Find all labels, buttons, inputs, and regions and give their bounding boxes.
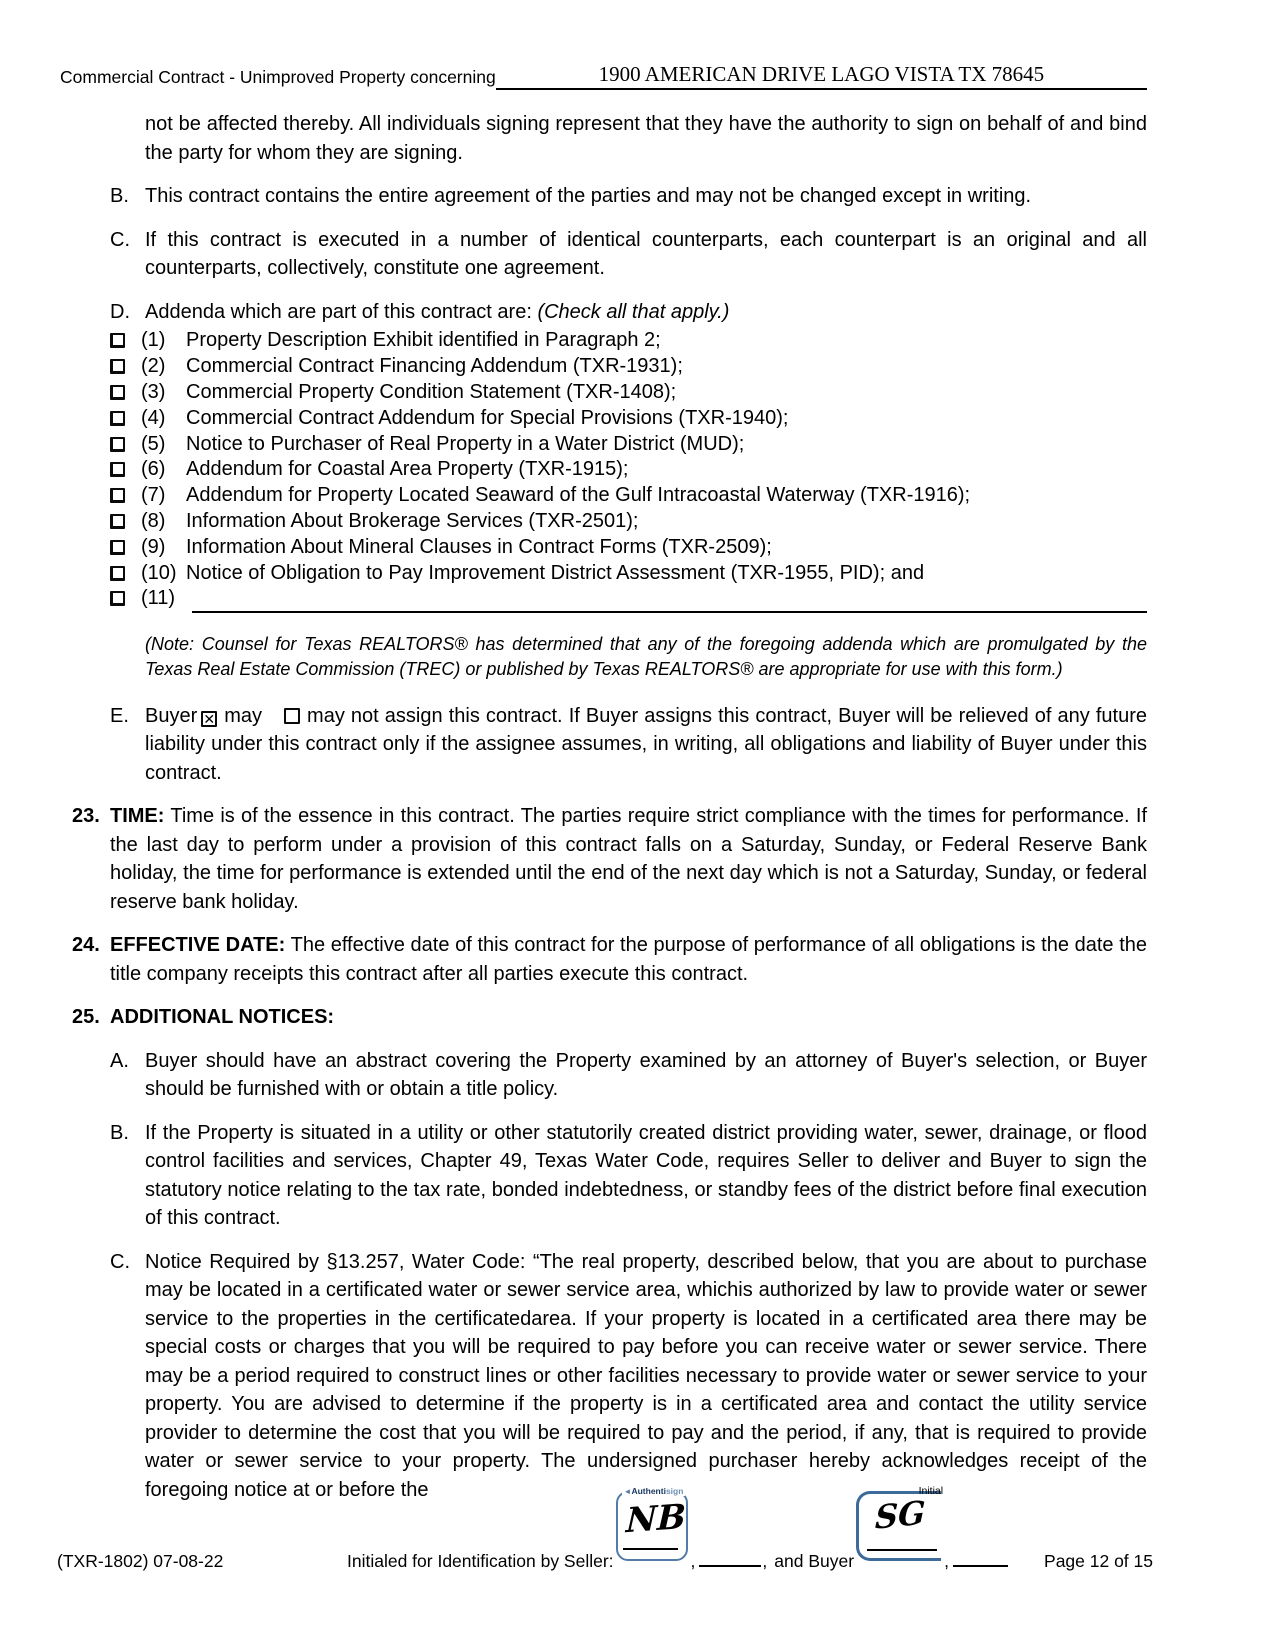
addendum-row-4 (110, 405, 1147, 431)
notice-a-text: Buyer should have an abstract covering the Property examined by an attorney of Buyer's selection, or Buyer should be furnished with or obtain a title policy. (145, 1049, 1147, 1101)
property-address-field[interactable]: 1900 AMERICAN DRIVE LAGO VISTA TX 78645 (496, 62, 1147, 90)
addendum-row-2 (110, 354, 1147, 380)
addendum-label: Notice to Purchaser of Real Property in a Water District (MUD); (186, 432, 745, 455)
addendum-row-1 (110, 328, 1147, 354)
item-e (60, 702, 1147, 788)
section-24-effective-date (60, 931, 1147, 988)
addendum-label: Notice of Obligation to Pay Improvement District Assessment (TXR-1955, PID); and (186, 561, 925, 584)
checkbox-icon[interactable] (110, 437, 125, 452)
paragraph-intro: not be affected thereby. All individuals signing represent that they have the authority to sign on behalf of and bind the party for whom they are signing. (145, 113, 1147, 164)
addendum-num: (1) (141, 329, 166, 352)
checkbox-icon[interactable] (284, 708, 300, 724)
addendum-row-8 (110, 509, 1147, 535)
page-footer (57, 1485, 1153, 1572)
notice-c-text: Notice Required by §13.257, Water Code: “The real property, described below, that you are about to purchase may be located in a certificated water or sewer service area, whichis authorized by law to provide water or sewer service to the properties in the certificatedarea. If your property is located in a certificated area there may be special costs or charges that you will be required to pay before you can receive water or sewer service. There may be a period required to construct lines or other facilities necessary to provide water or sewer service to your property. You are advised to determine if the property is in a certificated area and contact the utility service provider to determine the cost that you will be required to pay and the period, if any, that is required to provide water or sewer service to your property. The undersigned purchaser hereby acknowledges receipt of the foregoing notice at or before the (145, 1250, 1147, 1501)
buyer2-initial-blank[interactable] (953, 1563, 1008, 1567)
item-b-letter: B. (110, 185, 129, 207)
addendum-row-11 (110, 586, 1147, 612)
addendum-num: (11) (141, 587, 176, 610)
initials-line: Initialed for Identification by Seller: ◄Authentisign NB , , and Buyer Initial SG , (347, 1497, 1044, 1572)
addendum-num: (6) (141, 458, 166, 481)
addendum-num: (2) (141, 355, 166, 378)
seller-initial-blank[interactable] (623, 1548, 678, 1550)
seller-initials-box[interactable] (616, 1486, 688, 1561)
checkbox-icon[interactable] (110, 566, 125, 581)
addendum-num: (9) (141, 535, 166, 558)
page-header (60, 62, 1147, 90)
section-24-number: 24. (72, 934, 100, 957)
seller2-initial-blank[interactable] (699, 1563, 761, 1567)
item-d-italic: (Check all that apply.) (537, 300, 730, 323)
item-b (60, 182, 1147, 211)
addendum-row-5 (110, 431, 1147, 457)
realtors-note: (Note: Counsel for Texas REALTORS® has determined that any of the foregoing addenda which are promulgated by the Texas Real Estate Commission (TREC) or published by Texas REALTORS® are appropriate for use with this form.) (145, 633, 1147, 679)
addendum-num: (7) (141, 484, 166, 507)
checkbox-icon[interactable] (110, 540, 125, 555)
section-23-text: TIME: Time is of the essence in this contract. The parties require strict compliance with the times for performance. If the last day to perform under a provision of this contract falls on a Saturday, Sunday, or Federal Reserve Bank holiday, the time for performance is extended until the end of the next day which is not a Saturday, Sunday, or federal reserve bank holiday. (110, 805, 1147, 913)
addendum-label: Commercial Contract Financing Addendum (TXR-1931); (186, 355, 683, 378)
section-23-number: 23. (72, 805, 100, 828)
addendum-num: (10) (141, 561, 177, 584)
addendum-label: Commercial Contract Addendum for Special Provisions (TXR-1940); (186, 406, 789, 429)
checkbox-icon[interactable] (110, 411, 125, 426)
addendum-num: (4) (141, 406, 166, 429)
checkbox-icon[interactable] (110, 385, 125, 400)
item-d (60, 298, 1147, 327)
item-d-text: Addenda which are part of this contract are: (Check all that apply.) (145, 300, 730, 323)
addendum-label: Information About Brokerage Services (TXR-2501); (186, 509, 639, 532)
header-label: Commercial Contract - Unimproved Property concerning (60, 67, 496, 87)
notice-c (60, 1248, 1147, 1505)
buyer-initial-blank[interactable] (867, 1549, 937, 1551)
addendum-row-3 (110, 380, 1147, 406)
item-c (60, 226, 1147, 283)
authentisign-tag: ◄Authentisign (623, 1486, 684, 1496)
item-d-letter: D. (110, 300, 130, 323)
buyer-initials-box[interactable] (856, 1485, 944, 1561)
addendum-label: Addendum for Coastal Area Property (TXR-1915); (186, 458, 629, 481)
and-buyer-label: and Buyer (774, 1551, 855, 1571)
checkbox-icon[interactable] (110, 359, 125, 374)
item-e-letter: E. (110, 704, 129, 727)
notice-b (60, 1119, 1147, 1233)
section-24-text: EFFECTIVE DATE: The effective date of this contract for the purpose of performance of all obligations is the date the title company receipts this contract after all parties execute this contract. (110, 934, 1147, 985)
item-e-text: Buyer ✕ may may not assign this contract. If Buyer assigns this contract, Buyer will be relieved of any future liability under this contract only if the assignee assumes, in writing, all obligations and liability of Buyer under this contract. (145, 704, 1147, 784)
item-c-letter: C. (110, 228, 130, 251)
addendum-row-7 (110, 483, 1147, 509)
notice-a (60, 1047, 1147, 1104)
checkbox-checked-icon[interactable]: ✕ (201, 711, 217, 727)
checkbox-icon[interactable] (110, 462, 125, 477)
addendum-num: (5) (141, 432, 166, 455)
initial-tag: Initial (918, 1485, 944, 1497)
checkbox-icon[interactable] (110, 333, 125, 348)
checkbox-icon[interactable] (110, 591, 125, 606)
addendum-num: (8) (141, 509, 166, 532)
notice-c-letter: C. (110, 1250, 130, 1273)
seller-initials-signature: NB (624, 1496, 687, 1542)
addendum-row-6 (110, 457, 1147, 483)
addendum-label: Information About Mineral Clauses in Contract Forms (TXR-2509); (186, 535, 772, 558)
addendum-label: Commercial Property Condition Statement (TXR-1408); (186, 380, 677, 403)
addendum-label: Property Description Exhibit identified in Paragraph 2; (186, 329, 661, 352)
item-b-text: This contract contains the entire agreement of the parties and may not be changed except in writing. (145, 185, 1032, 207)
buyer-initials-signature: SG (874, 1493, 927, 1537)
section-25-title: ADDITIONAL NOTICES: (110, 1006, 335, 1029)
notice-b-letter: B. (110, 1121, 129, 1144)
addendum-row-10 (110, 560, 1147, 586)
form-code: (TXR-1802) 07-08-22 (57, 1551, 224, 1571)
addendum-11-blank-field[interactable] (192, 585, 1147, 613)
initialed-label: Initialed for Identification by Seller: (347, 1551, 614, 1571)
notice-b-text: If the Property is situated in a utility or other statutorily created district providing water, sewer, drainage, or flood control facilities and services, Chapter 49, Texas Water Code, requires Seller to deliver and Buyer to sign the statutory notice relating to the tax rate, bonded indebtedness, or standby fees of the district before final execution of this contract. (145, 1121, 1147, 1230)
addendum-num: (3) (141, 380, 166, 403)
addenda-list (60, 328, 1147, 612)
notice-a-letter: A. (110, 1049, 129, 1072)
section-25-additional-notices (60, 1003, 1147, 1032)
checkbox-icon[interactable] (110, 514, 125, 529)
section-25-number: 25. (72, 1006, 100, 1029)
addendum-row-9 (110, 534, 1147, 560)
section-23-time (60, 802, 1147, 916)
page-number: Page 12 of 15 (1044, 1551, 1153, 1571)
item-c-text: If this contract is executed in a number of identical counterparts, each counterpart is an original and all counterparts, collectively, constitute one agreement. (145, 228, 1147, 279)
checkbox-icon[interactable] (110, 488, 125, 503)
addendum-label: Addendum for Property Located Seaward of the Gulf Intracoastal Waterway (TXR-1916); (186, 484, 971, 507)
